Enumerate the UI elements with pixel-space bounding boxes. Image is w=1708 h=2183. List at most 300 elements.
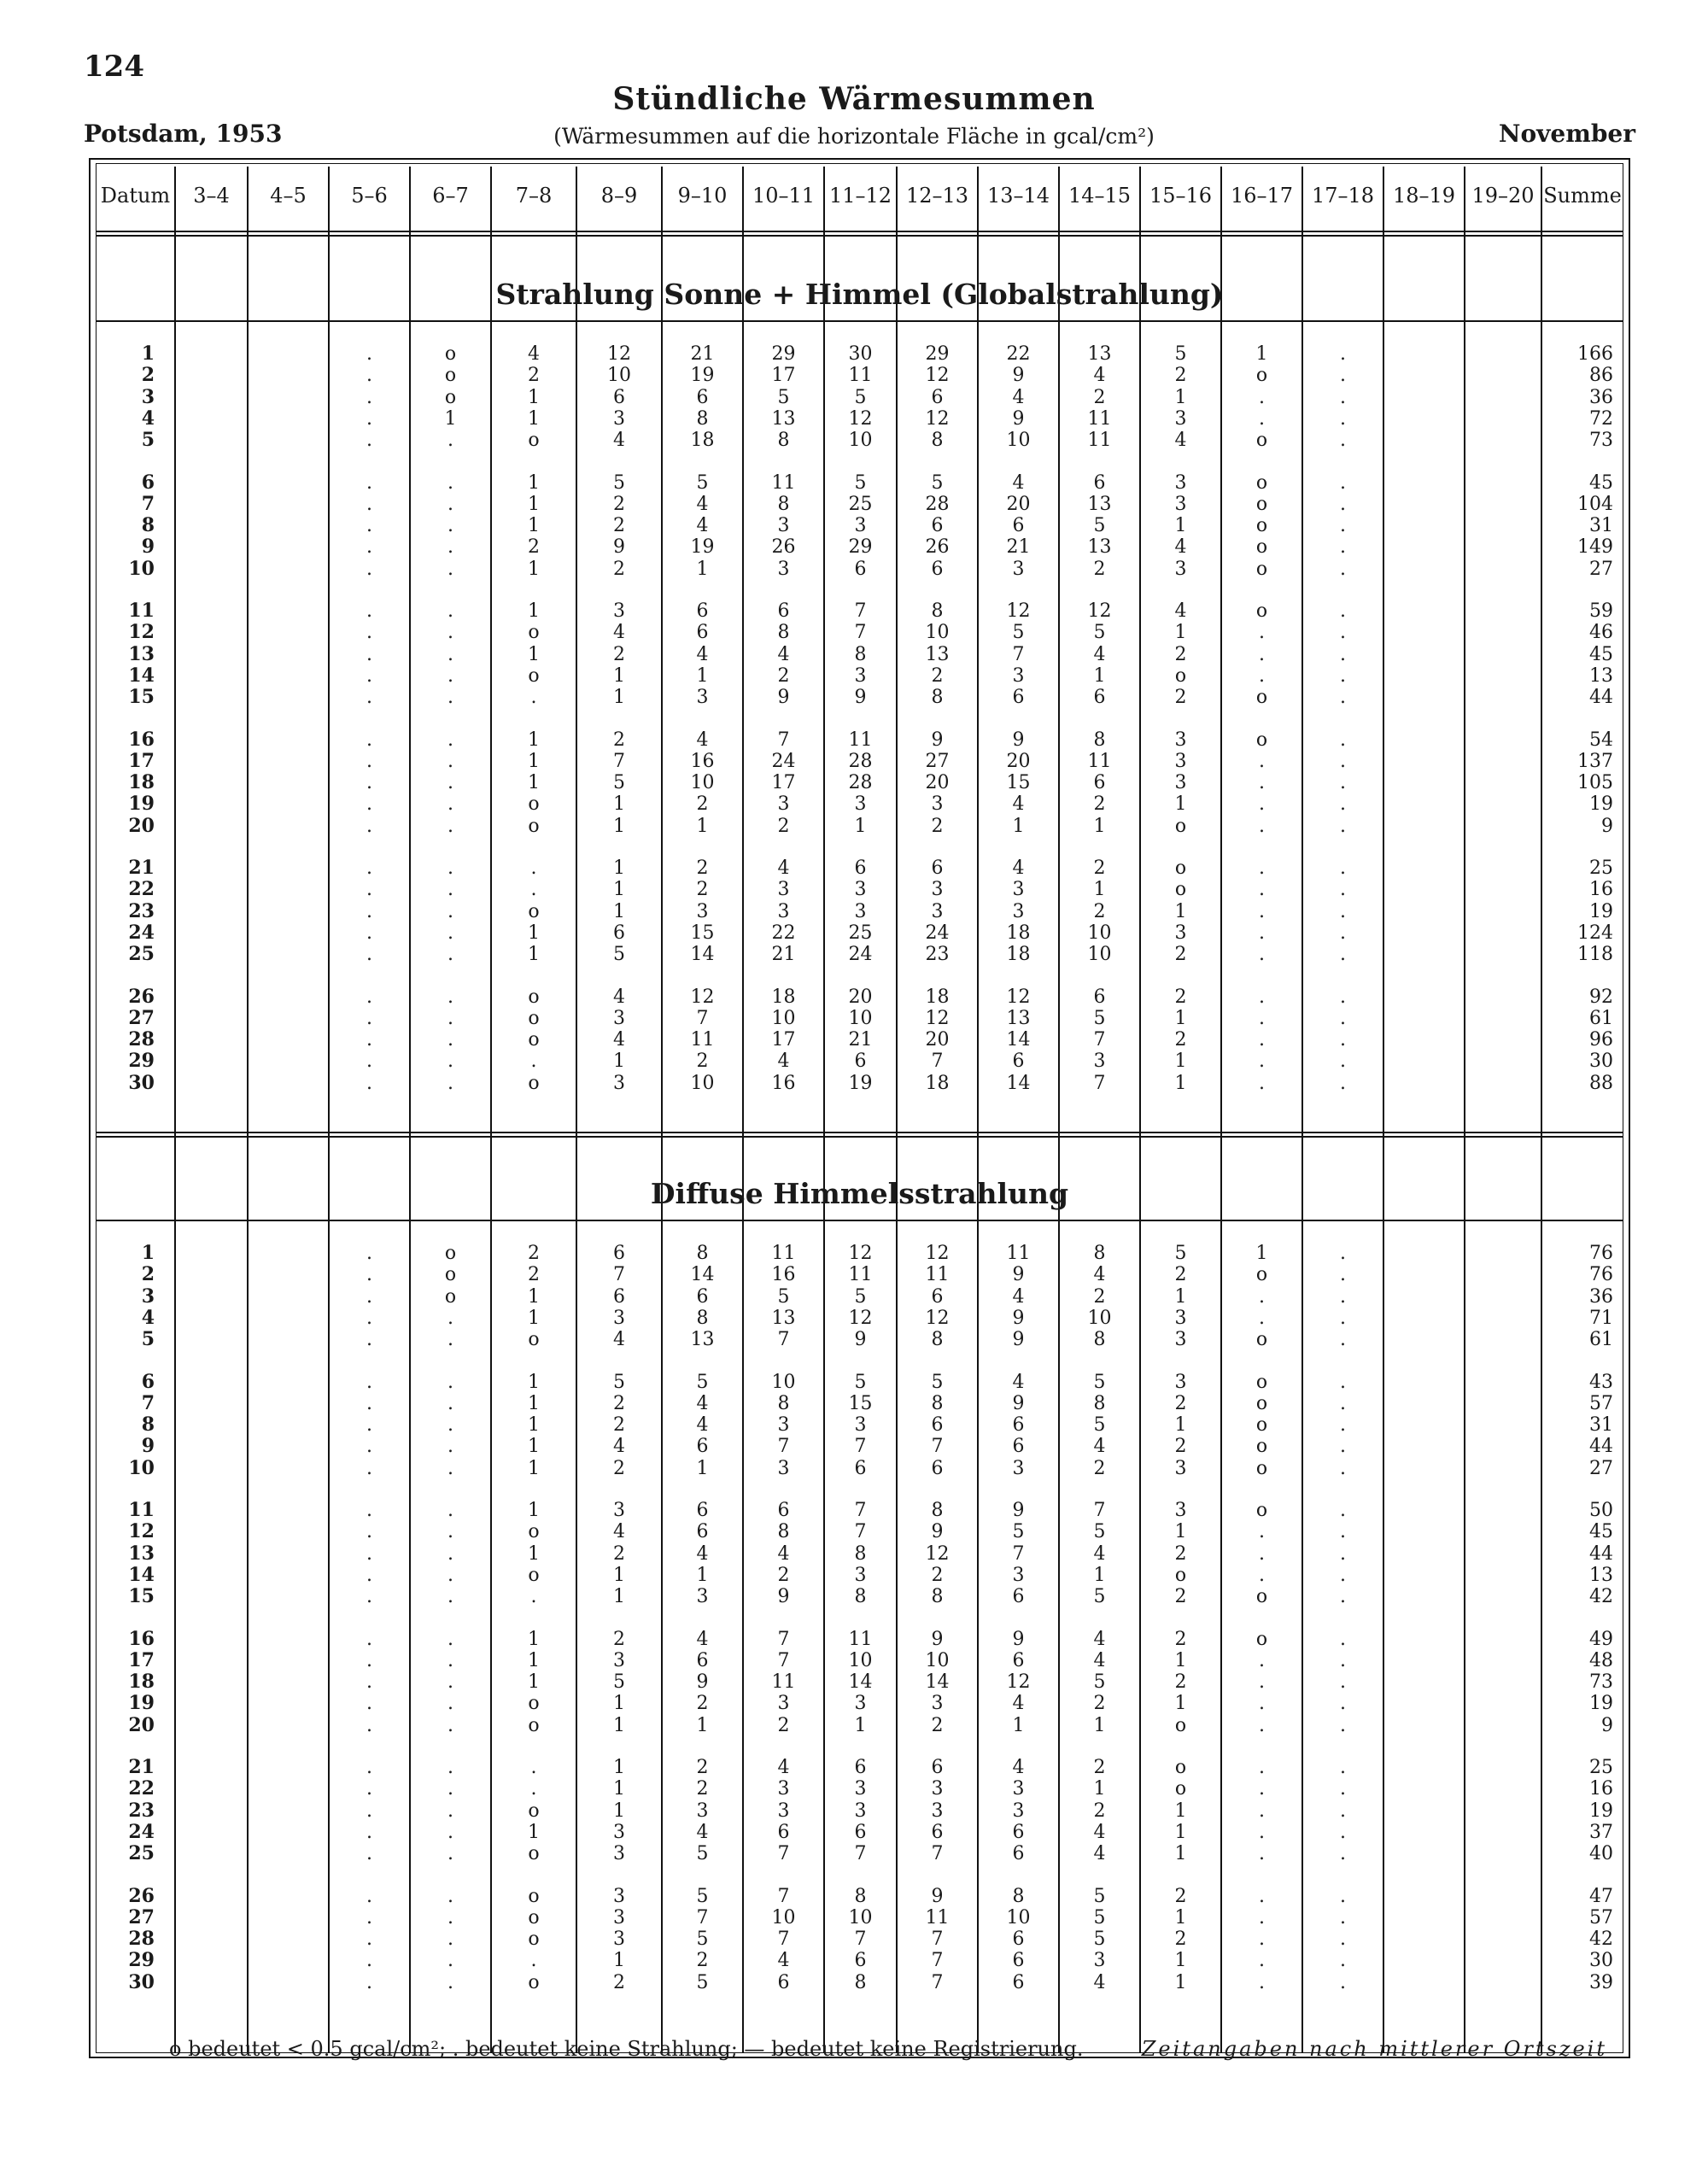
table-cell: .: [366, 1928, 372, 1951]
table-cell: o: [1255, 1371, 1268, 1393]
table-cell: 4: [1093, 1542, 1106, 1565]
table-cell: o: [528, 1564, 540, 1586]
table-cell: 3: [613, 1821, 625, 1843]
table-cell: 6: [1093, 986, 1106, 1008]
table-cell: 2: [931, 664, 944, 687]
table-cell: 6: [613, 1285, 625, 1308]
table-cell: .: [1340, 1072, 1346, 1094]
table-cell: 6: [1012, 687, 1025, 709]
table-cell: 4: [696, 493, 709, 515]
table-cell: 13: [925, 643, 950, 665]
table-cell: 3: [854, 1693, 867, 1715]
date-cell: 15: [128, 686, 155, 709]
table-cell: o: [1255, 365, 1268, 387]
table-cell: 5: [931, 1371, 944, 1393]
table-cell: .: [1259, 1029, 1265, 1051]
table-cell: .: [366, 1950, 372, 1972]
table-cell: 3: [854, 1778, 867, 1800]
table-cell: .: [447, 922, 453, 944]
table-cell: 3: [931, 879, 944, 901]
table-cell: o: [528, 1843, 540, 1865]
table-cell: 16: [771, 1072, 796, 1094]
table-cell: 5: [777, 386, 790, 408]
table-cell: 8: [777, 1392, 790, 1414]
table-cell: 3: [1012, 1564, 1025, 1586]
date-cell: 12: [128, 621, 155, 644]
table-cell: .: [1259, 1307, 1265, 1329]
table-cell: 9: [931, 729, 944, 751]
table-cell: 4: [696, 1628, 709, 1650]
table-cell: 1: [528, 729, 540, 751]
date-cell: 20: [128, 814, 155, 837]
table-cell: 3: [777, 879, 790, 901]
sum-cell: 71: [1589, 1307, 1613, 1329]
table-cell: .: [1340, 1928, 1346, 1951]
table-cell: 2: [1174, 1392, 1187, 1414]
table-cell: .: [530, 1950, 537, 1972]
column-header: 18–19: [1392, 184, 1456, 208]
table-cell: o: [1255, 1436, 1268, 1458]
table-cell: 21: [771, 944, 796, 966]
table-cell: .: [1340, 1950, 1346, 1972]
date-cell: 26: [128, 1884, 155, 1907]
table-cell: 1: [1174, 1693, 1187, 1715]
table-cell: 19: [848, 1072, 873, 1094]
table-cell: 1: [528, 643, 540, 665]
table-cell: 11: [771, 1671, 796, 1694]
table-cell: 8: [931, 1392, 944, 1414]
table-cell: 6: [696, 600, 709, 622]
table-cell: 14: [1006, 1072, 1031, 1094]
table-cell: 11: [925, 1906, 950, 1928]
date-cell: 7: [141, 1391, 155, 1414]
table-cell: o: [1255, 515, 1268, 537]
table-cell: .: [366, 1392, 372, 1414]
table-cell: o: [1255, 1392, 1268, 1414]
column-header: 13–14: [986, 184, 1050, 208]
table-cell: 1: [613, 1051, 625, 1073]
table-cell: 6: [854, 1821, 867, 1843]
sum-cell: 42: [1589, 1928, 1613, 1951]
column-header: 19–20: [1471, 184, 1535, 208]
table-cell: 1: [1093, 1714, 1106, 1736]
table-cell: 7: [613, 1264, 625, 1286]
table-cell: 6: [696, 1436, 709, 1458]
table-cell: 6: [696, 1521, 709, 1543]
date-cell: 5: [141, 1328, 155, 1351]
table-cell: .: [366, 1264, 372, 1286]
table-cell: 2: [1174, 1264, 1187, 1286]
table-cell: 5: [854, 386, 867, 408]
table-cell: 11: [1087, 750, 1112, 772]
table-cell: .: [1259, 1564, 1265, 1586]
table-cell: 2: [528, 536, 540, 559]
table-cell: .: [1259, 1693, 1265, 1715]
date-cell: 13: [128, 642, 155, 665]
table-cell: .: [1259, 1007, 1265, 1029]
table-cell: 1: [1093, 664, 1106, 687]
table-cell: 13: [690, 1329, 715, 1351]
table-cell: 12: [690, 986, 715, 1008]
date-cell: 25: [128, 943, 155, 966]
date-cell: 26: [128, 985, 155, 1008]
table-cell: .: [366, 857, 372, 879]
table-cell: .: [447, 1843, 453, 1865]
date-cell: 22: [128, 878, 155, 901]
table-cell: 7: [854, 1521, 867, 1543]
table-cell: 5: [696, 1928, 709, 1951]
table-cell: 3: [613, 1885, 625, 1907]
table-cell: .: [1340, 664, 1346, 687]
table-cell: .: [530, 1051, 537, 1073]
table-cell: 3: [613, 1649, 625, 1671]
table-cell: 12: [925, 1243, 950, 1264]
date-cell: 5: [141, 429, 155, 452]
date-cell: 25: [128, 1842, 155, 1865]
table-cell: 4: [777, 1950, 790, 1972]
table-cell: .: [1259, 944, 1265, 966]
table-cell: 8: [854, 1971, 867, 1993]
table-cell: .: [366, 1885, 372, 1907]
table-cell: 4: [1012, 471, 1025, 494]
table-cell: 3: [777, 1800, 790, 1822]
sum-cell: 36: [1589, 386, 1613, 408]
table-cell: 8: [777, 430, 790, 452]
table-cell: 8: [931, 1329, 944, 1351]
table-cell: o: [528, 1885, 540, 1907]
table-cell: 2: [1174, 1928, 1187, 1951]
table-cell: 3: [1093, 1950, 1106, 1972]
sum-cell: 36: [1589, 1285, 1613, 1308]
sum-cell: 45: [1589, 1521, 1613, 1543]
date-cell: 7: [141, 492, 155, 515]
table-cell: 2: [1093, 386, 1106, 408]
table-cell: 1: [528, 1371, 540, 1393]
table-cell: .: [1340, 536, 1346, 559]
table-cell: .: [447, 1906, 453, 1928]
table-cell: .: [366, 430, 372, 452]
table-cell: 10: [1006, 1906, 1031, 1928]
sum-cell: 25: [1589, 857, 1613, 879]
table-cell: o: [528, 1007, 540, 1029]
table-cell: 8: [777, 622, 790, 644]
table-cell: .: [447, 793, 453, 816]
table-cell: 1: [1174, 1007, 1187, 1029]
table-cell: 9: [854, 687, 867, 709]
table-cell: 3: [777, 900, 790, 922]
table-cell: .: [366, 1414, 372, 1437]
table-cell: 6: [854, 1457, 867, 1479]
table-cell: .: [447, 986, 453, 1008]
table-cell: 2: [777, 664, 790, 687]
table-cell: 9: [1012, 1307, 1025, 1329]
table-cell: 7: [854, 1500, 867, 1521]
table-cell: 4: [696, 643, 709, 665]
date-cell: 18: [128, 1671, 155, 1694]
table-cell: 2: [696, 879, 709, 901]
date-cell: 14: [128, 1563, 155, 1586]
table-cell: 12: [1006, 600, 1031, 622]
sum-cell: 54: [1589, 729, 1613, 751]
table-cell: 18: [925, 986, 950, 1008]
table-cell: 5: [931, 471, 944, 494]
table-cell: 1: [613, 879, 625, 901]
table-cell: 21: [848, 1029, 873, 1051]
table-cell: 1: [613, 1778, 625, 1800]
table-cell: 10: [771, 1007, 796, 1029]
table-cell: 5: [1093, 1371, 1106, 1393]
sum-cell: 166: [1577, 343, 1613, 365]
table-cell: 3: [613, 1500, 625, 1521]
table-cell: 3: [1174, 1329, 1187, 1351]
table-cell: 4: [1093, 1843, 1106, 1865]
table-cell: 3: [1093, 1051, 1106, 1073]
table-cell: 8: [1012, 1885, 1025, 1907]
table-cell: 2: [1174, 986, 1187, 1008]
table-cell: 11: [1087, 430, 1112, 452]
table-cell: 1: [613, 1564, 625, 1586]
table-cell: .: [447, 729, 453, 751]
page-title: Stündliche Wärmesummen: [612, 81, 1096, 117]
table-cell: 2: [613, 515, 625, 537]
table-cell: 8: [931, 1500, 944, 1521]
date-cell: 17: [128, 1648, 155, 1671]
date-cell: 29: [128, 1050, 155, 1073]
table-cell: 1: [1012, 1714, 1025, 1736]
table-cell: .: [1259, 1671, 1265, 1694]
table-cell: .: [1340, 600, 1346, 622]
table-cell: .: [447, 944, 453, 966]
table-cell: 1: [528, 1307, 540, 1329]
table-cell: 5: [696, 471, 709, 494]
date-cell: 23: [128, 1799, 155, 1822]
sum-cell: 30: [1589, 1051, 1613, 1073]
date-cell: 4: [141, 1306, 155, 1329]
table-cell: 3: [777, 1457, 790, 1479]
table-cell: 2: [777, 1564, 790, 1586]
table-cell: 3: [613, 1928, 625, 1951]
table-cell: 7: [854, 1436, 867, 1458]
table-cell: 6: [696, 1285, 709, 1308]
table-cell: .: [366, 1329, 372, 1351]
sum-cell: 57: [1589, 1906, 1613, 1928]
table-cell: 4: [1012, 386, 1025, 408]
table-cell: 8: [854, 1885, 867, 1907]
table-cell: .: [1340, 1821, 1346, 1843]
table-cell: .: [366, 1542, 372, 1565]
table-cell: 12: [925, 1307, 950, 1329]
table-cell: 7: [777, 1329, 790, 1351]
table-cell: 8: [931, 430, 944, 452]
date-cell: 11: [128, 1499, 155, 1521]
sum-cell: 49: [1589, 1628, 1613, 1650]
table-cell: 11: [848, 729, 873, 751]
footer-legend: o bedeutet < 0.5 gcal/cm²; . bedeutet keine Strahlung; — bedeutet keine Registrierung.: [169, 2037, 1084, 2061]
table-cell: 3: [931, 1693, 944, 1715]
table-cell: 13: [1087, 343, 1112, 365]
table-cell: o: [1174, 815, 1187, 837]
table-cell: 12: [925, 1007, 950, 1029]
table-cell: 2: [613, 558, 625, 580]
table-cell: .: [1259, 1821, 1265, 1843]
date-cell: 20: [128, 1713, 155, 1736]
table-cell: 1: [613, 1800, 625, 1822]
date-cell: 24: [128, 1820, 155, 1843]
table-cell: 29: [848, 536, 873, 559]
table-cell: 26: [925, 536, 950, 559]
date-cell: 9: [141, 536, 155, 559]
table-cell: o: [1255, 687, 1268, 709]
table-cell: 12: [848, 1243, 873, 1264]
table-cell: 1: [1174, 386, 1187, 408]
table-cell: 9: [1012, 407, 1025, 430]
table-cell: .: [366, 1971, 372, 1993]
table-cell: .: [366, 1500, 372, 1521]
table-cell: 3: [854, 1800, 867, 1822]
table-cell: 1: [1174, 1800, 1187, 1822]
sum-cell: 16: [1589, 1778, 1613, 1800]
table-cell: 20: [1006, 750, 1031, 772]
table-cell: .: [366, 1521, 372, 1543]
sum-cell: 27: [1589, 558, 1613, 580]
row-rule: [96, 235, 1623, 237]
table-cell: .: [1259, 643, 1265, 665]
table-cell: .: [1340, 793, 1346, 816]
table-cell: 4: [1093, 1436, 1106, 1458]
table-cell: .: [447, 1521, 453, 1543]
table-cell: 4: [613, 1521, 625, 1543]
sum-cell: 76: [1589, 1243, 1613, 1264]
table-cell: .: [366, 1307, 372, 1329]
table-cell: 5: [854, 471, 867, 494]
table-cell: 4: [1012, 857, 1025, 879]
table-cell: .: [1259, 1950, 1265, 1972]
table-cell: .: [1340, 1521, 1346, 1543]
table-cell: 5: [696, 1371, 709, 1393]
table-cell: 8: [777, 1521, 790, 1543]
table-cell: 5: [613, 1371, 625, 1393]
footer-time-note: Zeitangaben nach mittlerer Ortszeit: [1141, 2037, 1607, 2061]
date-cell: 30: [128, 1970, 155, 1993]
table-cell: 6: [931, 1285, 944, 1308]
table-cell: 28: [848, 772, 873, 794]
date-cell: 22: [128, 1777, 155, 1800]
table-cell: .: [366, 986, 372, 1008]
table-cell: 11: [771, 1243, 796, 1264]
sum-cell: 37: [1589, 1821, 1613, 1843]
table-cell: .: [1259, 1906, 1265, 1928]
table-cell: 3: [1174, 729, 1187, 751]
table-cell: 10: [848, 1007, 873, 1029]
sum-cell: 43: [1589, 1371, 1613, 1393]
table-cell: o: [1255, 1329, 1268, 1351]
table-cell: 9: [777, 1586, 790, 1608]
table-cell: 2: [1174, 1671, 1187, 1694]
table-cell: 5: [1093, 1928, 1106, 1951]
table-cell: 11: [1087, 407, 1112, 430]
table-cell: 5: [1093, 1586, 1106, 1608]
table-cell: .: [447, 1714, 453, 1736]
table-cell: 14: [1006, 1029, 1031, 1051]
table-cell: .: [447, 750, 453, 772]
table-cell: .: [447, 1414, 453, 1437]
table-cell: 25: [848, 493, 873, 515]
table-cell: 18: [1006, 944, 1031, 966]
table-cell: 6: [777, 600, 790, 622]
table-cell: 2: [931, 815, 944, 837]
table-cell: o: [528, 1329, 540, 1351]
table-cell: 3: [854, 900, 867, 922]
table-cell: .: [447, 1564, 453, 1586]
table-cell: 4: [696, 729, 709, 751]
date-cell: 2: [141, 1263, 155, 1286]
table-cell: .: [366, 1564, 372, 1586]
row-rule: [96, 1220, 1623, 1221]
sum-cell: 50: [1589, 1500, 1613, 1521]
date-cell: 23: [128, 899, 155, 922]
table-cell: 1: [528, 1671, 540, 1694]
table-cell: 8: [1093, 1329, 1106, 1351]
table-cell: .: [447, 1693, 453, 1715]
table-cell: o: [1174, 879, 1187, 901]
table-cell: .: [447, 1649, 453, 1671]
table-cell: .: [366, 900, 372, 922]
table-cell: 3: [696, 1800, 709, 1822]
table-cell: 8: [854, 1586, 867, 1608]
table-cell: 12: [925, 365, 950, 387]
table-cell: 4: [1093, 1821, 1106, 1843]
table-cell: 7: [777, 1885, 790, 1907]
table-cell: o: [528, 1521, 540, 1543]
table-cell: 24: [771, 750, 796, 772]
table-cell: .: [1340, 1586, 1346, 1608]
table-cell: 6: [931, 386, 944, 408]
table-cell: 2: [696, 1778, 709, 1800]
date-cell: 13: [128, 1542, 155, 1565]
table-cell: .: [366, 1821, 372, 1843]
table-cell: o: [444, 1285, 457, 1308]
table-cell: .: [1340, 365, 1346, 387]
table-cell: 2: [613, 1392, 625, 1414]
table-cell: .: [1340, 1671, 1346, 1694]
table-cell: o: [444, 1264, 457, 1286]
table-cell: .: [1259, 1521, 1265, 1543]
table-cell: 6: [1012, 1649, 1025, 1671]
table-cell: 4: [777, 857, 790, 879]
table-cell: 1: [1174, 1821, 1187, 1843]
table-cell: o: [528, 900, 540, 922]
table-cell: .: [366, 793, 372, 816]
table-cell: 6: [931, 1457, 944, 1479]
column-rule: [247, 167, 249, 2053]
table-cell: .: [447, 515, 453, 537]
table-cell: 7: [613, 750, 625, 772]
table-cell: .: [1259, 879, 1265, 901]
table-cell: 10: [848, 1649, 873, 1671]
table-cell: .: [1259, 793, 1265, 816]
table-cell: .: [1259, 1051, 1265, 1073]
table-cell: 4: [777, 1757, 790, 1778]
table-cell: .: [447, 1778, 453, 1800]
table-cell: 20: [848, 986, 873, 1008]
table-cell: 4: [777, 643, 790, 665]
column-header: Datum: [100, 184, 171, 208]
table-cell: 4: [1012, 1757, 1025, 1778]
table-cell: .: [1340, 1714, 1346, 1736]
table-cell: 12: [925, 407, 950, 430]
table-cell: 1: [696, 1714, 709, 1736]
table-cell: .: [447, 1007, 453, 1029]
